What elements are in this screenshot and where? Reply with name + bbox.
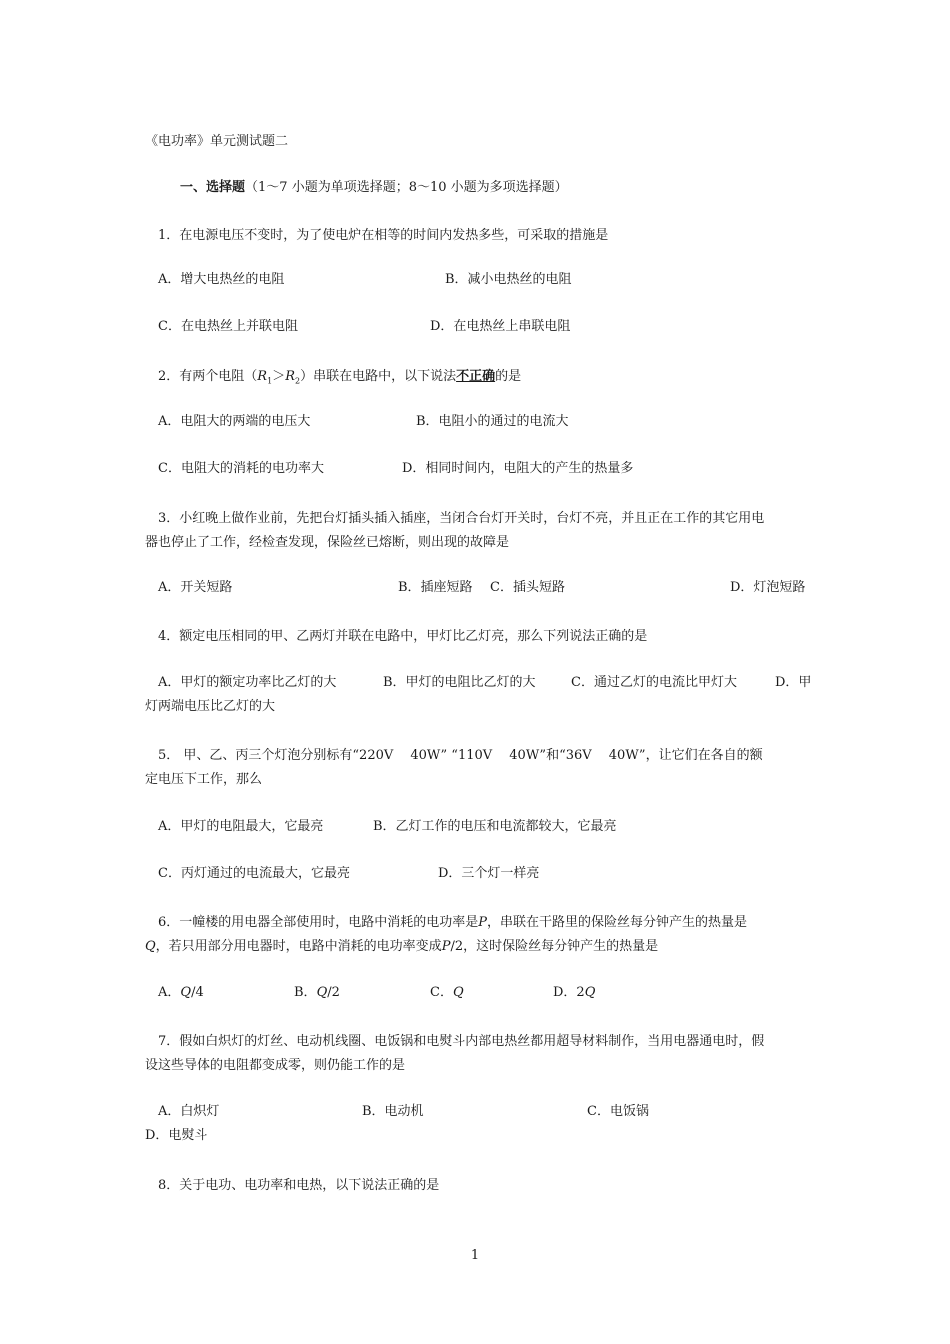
q6-a-q: Q <box>180 985 192 1000</box>
q2-stem-mid: ）串联在电路中，以下说法 <box>300 369 457 384</box>
q3-option-c: C．插头短路 <box>490 580 565 595</box>
q6-d-pre: D．2 <box>553 985 585 1000</box>
q2-stem <box>158 365 521 386</box>
q5-stem-line1: 5． 甲、乙、丙三个灯泡分别标有“220V 40W” “110V 40W”和“36V 40W”，让它们在各自的额 <box>158 748 763 763</box>
q4-option-a: A．甲灯的额定功率比乙灯的大 <box>158 675 337 690</box>
q6-b-post: /2 <box>327 985 340 1000</box>
q7-option-d: D．电熨斗 <box>145 1128 208 1143</box>
section-heading-note: （1～7 小题为单项选择题；8～10 小题为多项选择题） <box>245 180 568 195</box>
q6-l2-post: /2，这时保险丝每分钟产生的热量是 <box>450 939 659 954</box>
q1-option-d: D．在电热丝上串联电阻 <box>430 319 571 334</box>
document-title: 《电功率》单元测试题二 <box>145 134 289 149</box>
q2-option-b: B．电阻小的通过的电流大 <box>416 414 569 429</box>
q6-l1-p: P <box>478 915 488 930</box>
q6-option-b <box>294 983 340 1003</box>
q2-stem-post: 的是 <box>495 369 522 384</box>
q2-r1: R <box>257 369 268 384</box>
q6-a-post: /4 <box>191 985 204 1000</box>
q7-option-a: A．白炽灯 <box>158 1104 220 1119</box>
q2-option-d: D．相同时间内，电阻大的产生的热量多 <box>402 461 634 476</box>
q7-option-b: B．电动机 <box>362 1104 424 1119</box>
q1-stem: 1．在电源电压不变时，为了使电炉在相等的时间内发热多些，可采取的措施是 <box>158 228 609 243</box>
q5-option-c: C．丙灯通过的电流最大，它最亮 <box>158 866 350 881</box>
q6-l2-q: Q <box>145 939 156 954</box>
q7-option-c: C．电饭锅 <box>587 1104 649 1119</box>
page-number: 1 <box>470 1248 480 1263</box>
q5-stem-line2: 定电压下工作，那么 <box>145 772 263 787</box>
q3-option-d: D．灯泡短路 <box>730 580 806 595</box>
q4-stem: 4．额定电压相同的甲、乙两灯并联在电路中，甲灯比乙灯亮，那么下列说法正确的是 <box>158 629 648 644</box>
q2-option-a: A．电阻大的两端的电压大 <box>158 414 311 429</box>
q2-emphasis: 不正确 <box>456 369 496 384</box>
q5-option-b: B．乙灯工作的电压和电流都较大，它最亮 <box>373 819 617 834</box>
q3-stem-line2: 器也停止了工作，经检查发现，保险丝已熔断，则出现的故障是 <box>145 535 510 550</box>
q4-option-b: B．甲灯的电阻比乙灯的大 <box>383 675 536 690</box>
q4-option-c: C．通过乙灯的电流比甲灯大 <box>571 675 737 690</box>
q2-option-c: C．电阻大的消耗的电功率大 <box>158 461 324 476</box>
q6-c-q: Q <box>452 985 464 1000</box>
q7-stem-line1: 7．假如白炽灯的灯丝、电动机线圈、电饭锅和电熨斗内部电热丝都用超导材料制作，当用电器通电时，假 <box>158 1034 765 1049</box>
q6-b-pre: B． <box>294 985 317 1000</box>
q6-a-pre: A． <box>158 985 181 1000</box>
q4-option-d-line2: 灯两端电压比乙灯的大 <box>145 699 276 714</box>
q6-l1-post: ，串联在干路里的保险丝每分钟产生的热量是 <box>487 915 748 930</box>
q7-stem-line2: 设这些导体的电阻都变成零，则仍能工作的是 <box>145 1058 406 1073</box>
q6-option-c <box>430 983 464 1003</box>
section-heading <box>180 176 568 195</box>
q5-option-a: A．甲灯的电阻最大，它最亮 <box>158 819 324 834</box>
section-heading-label: 一、选择题 <box>180 180 246 195</box>
q6-d-q: Q <box>584 985 596 1000</box>
q3-option-a: A．开关短路 <box>158 580 233 595</box>
q6-option-a <box>158 983 204 1003</box>
q3-stem-line1: 3．小红晚上做作业前，先把台灯插头插入插座，当闭合台灯开关时，台灯不亮，并且正在工作的其它用电 <box>158 511 765 526</box>
q2-r1-sub: 1 <box>267 376 273 386</box>
q6-b-q: Q <box>316 985 328 1000</box>
q6-l1-pre: 6．一幢楼的用电器全部使用时，电路中消耗的电功率是 <box>158 915 479 930</box>
q1-option-a: A．增大电热丝的电阻 <box>158 272 285 287</box>
q1-option-b: B．减小电热丝的电阻 <box>445 272 572 287</box>
q6-l2-p: P <box>441 939 451 954</box>
q6-stem-line2 <box>145 935 658 954</box>
q2-r2: R <box>285 369 295 384</box>
q6-l2-mid: ，若只用部分用电器时，电路中消耗的电功率变成 <box>155 939 442 954</box>
q2-stem-pre: 2．有两个电阻（ <box>158 369 258 384</box>
q4-option-d-line1: D．甲 <box>775 675 812 690</box>
q8-stem: 8．关于电功、电功率和电热，以下说法正确的是 <box>158 1178 440 1193</box>
q2-r2-sub: 2 <box>294 376 301 386</box>
q6-c-pre: C． <box>430 985 453 1000</box>
q6-stem-line1 <box>158 911 747 930</box>
q2-gt: ＞ <box>272 369 286 384</box>
q5-option-d: D．三个灯一样亮 <box>438 866 540 881</box>
q6-option-d <box>553 983 595 1003</box>
q3-option-b: B．插座短路 <box>398 580 473 595</box>
q1-option-c: C．在电热丝上并联电阻 <box>158 319 298 334</box>
